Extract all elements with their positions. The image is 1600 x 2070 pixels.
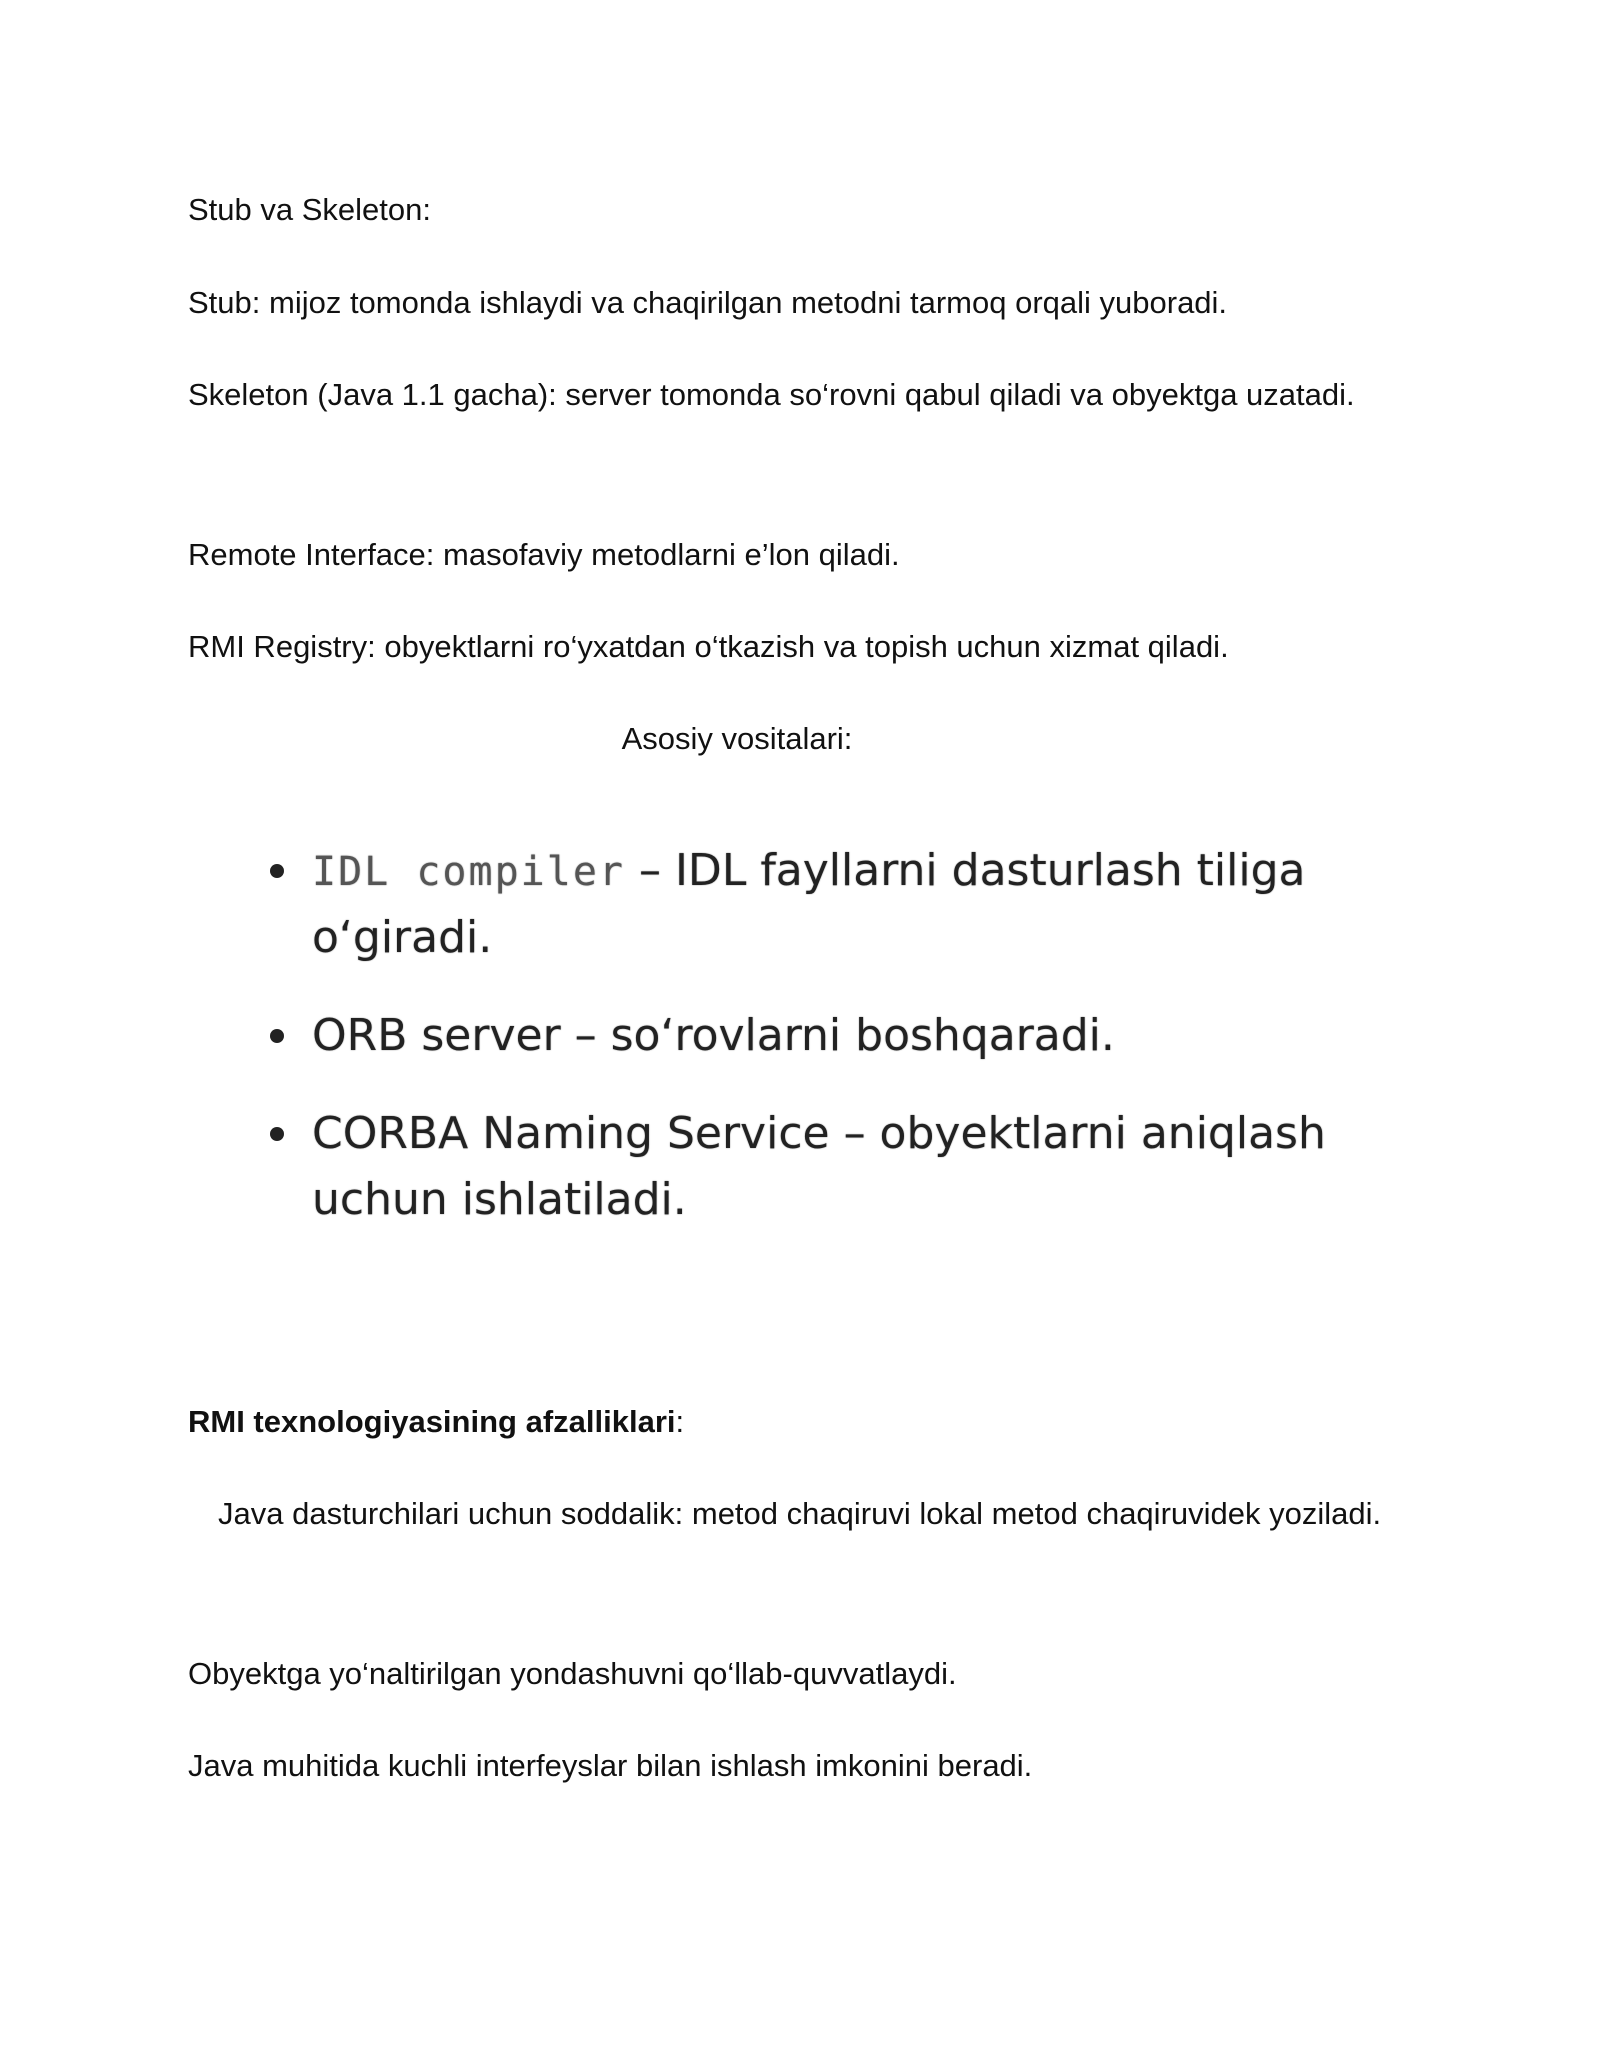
heading-advantages-text: RMI texnologiyasining afzalliklari [188,1404,676,1439]
advantage-item: Java muhitida kuchli interfeyslar bilan ishlash imkonini beradi. [188,1748,1033,1783]
paragraph-stub: Stub: mijoz tomonda ishlaydi va chaqirilgan metodni tarmoq orqali yuboradi. [188,285,1228,320]
paragraph-skeleton: Skeleton (Java 1.1 gacha): server tomonda so‘rovni qabul qiladi va obyektga uzatadi. [188,377,1355,412]
heading-advantages [188,1389,1412,1455]
bullet-icon [270,1127,284,1141]
heading-advantages-colon: : [675,1404,685,1439]
list-item [250,838,1350,971]
list-item-text: – IDL fayllarni dasturlash tiliga o‘giradi. [312,845,1306,963]
list-item [250,1101,1350,1233]
section-title-stub-skeleton: Stub va Skeleton: [188,192,431,227]
list-item [250,1003,1350,1069]
embedded-list-image [250,838,1350,1238]
paragraph-rmi-registry: RMI Registry: obyektlarni ro‘yxatdan o‘tkazish va topish uchun xizmat qiladi. [188,629,1229,664]
heading-asosiy-vositalari: Asosiy vositalari: [621,721,853,756]
advantage-item: Obyektga yo‘naltirilgan yondashuvni qo‘llab-quvvatlaydi. [188,1656,957,1691]
code-term: IDL compiler [312,849,625,895]
paragraph-remote-interface: Remote Interface: masofaviy metodlarni e’lon qiladi. [188,537,900,572]
advantage-item: Java dasturchilari uchun soddalik: metod chaqiruvi lokal metod chaqiruvidek yoziladi. [218,1496,1382,1531]
list-item-text: ORB server – so‘rovlarni boshqaradi. [312,1010,1115,1061]
list-item-text: CORBA Naming Service – obyektlarni aniqlash uchun ishlatiladi. [312,1108,1326,1225]
bullet-icon [270,864,284,878]
tools-list [250,838,1350,1233]
bullet-icon [270,1029,284,1043]
